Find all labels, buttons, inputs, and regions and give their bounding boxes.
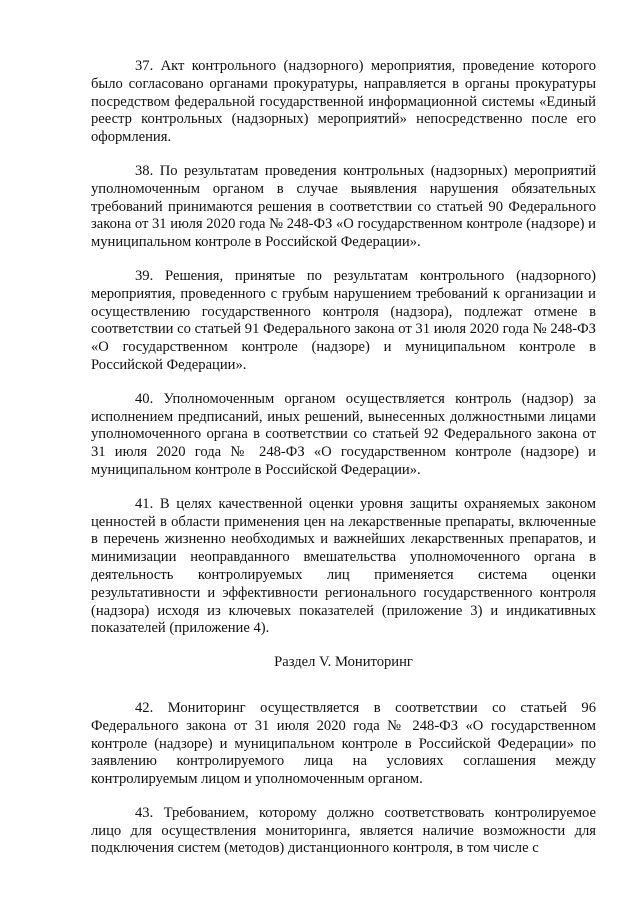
document-body <box>91 58 596 858</box>
paragraph-38: 38. По результатам проведения контрольных (надзорных) мероприятий уполномоченным органом в случае выявления нарушения обязательных требований принимаются решения в соответствии со статьей 90 Федерального закона от 31 июля 2020 года № 248-ФЗ «О государственном контроле (надзоре) и муниципальном контроле в Российской Федерации». <box>91 162 596 251</box>
paragraph-42: 42. Мониторинг осуществляется в соответствии со статьей 96 Федерального закона от 31 июля 2020 года № 248-ФЗ «О государственном контроле (надзоре) и муниципальном контроле в Российской Федерации» по заявлению контролируемого лица на условиях соглашения между контролируемым лицом и уполномоченным органом. <box>91 699 596 788</box>
paragraph-40: 40. Уполномоченным органом осуществляется контроль (надзор) за исполнением предписаний, иных решений, вынесенных должностными лицами уполномоченного органа в соответствии со статьей 92 Федерального закона от 31 июля 2020 года № 248-ФЗ «О государственном контроле (надзоре) и муниципальном контроле в Российской Федерации». <box>91 390 596 478</box>
paragraph-37: 37. Акт контрольного (надзорного) мероприятия, проведение которого было согласовано органами прокуратуры, направляется в органы прокуратуры посредством федеральной государственной информационной системы «Единый реестр контрольных (надзорных) мероприятий» непосредственно после его оформления. <box>91 58 596 146</box>
paragraph-41: 41. В целях качественной оценки уровня защиты охраняемых законом ценностей в области применения цен на лекарственные препараты, включенные в перечень жизненно необходимых и важнейших лекарственных препаратов, и минимизации неоправданного вмешательства уполномоченного органа в деятельность контролируемых лиц применяется система оценки результативности и эффективности регионального государственного контроля (надзора) исходя из ключевых показателей (приложение 3) и индикативных показателей (приложение 4). <box>91 495 596 637</box>
section-title: Раздел V. Мониторинг <box>274 654 413 671</box>
paragraph-39: 39. Решения, принятые по результатам контрольного (надзорного) мероприятия, проведенного с грубым нарушением требований к организации и осуществлению государственного контроля (надзора), подлежат отмене в соответствии со статьей 91 Федерального закона от 31 июля 2020 года № 248-ФЗ «О государственном контроле (надзоре) и муниципальном контроле в Российской Федерации». <box>91 267 596 373</box>
paragraph-43: 43. Требованием, которому должно соответствовать контролируемое лицо для осуществления мониторинга, является наличие возможности для подключения систем (методов) дистанционного контроля, в том числе с <box>91 804 596 857</box>
